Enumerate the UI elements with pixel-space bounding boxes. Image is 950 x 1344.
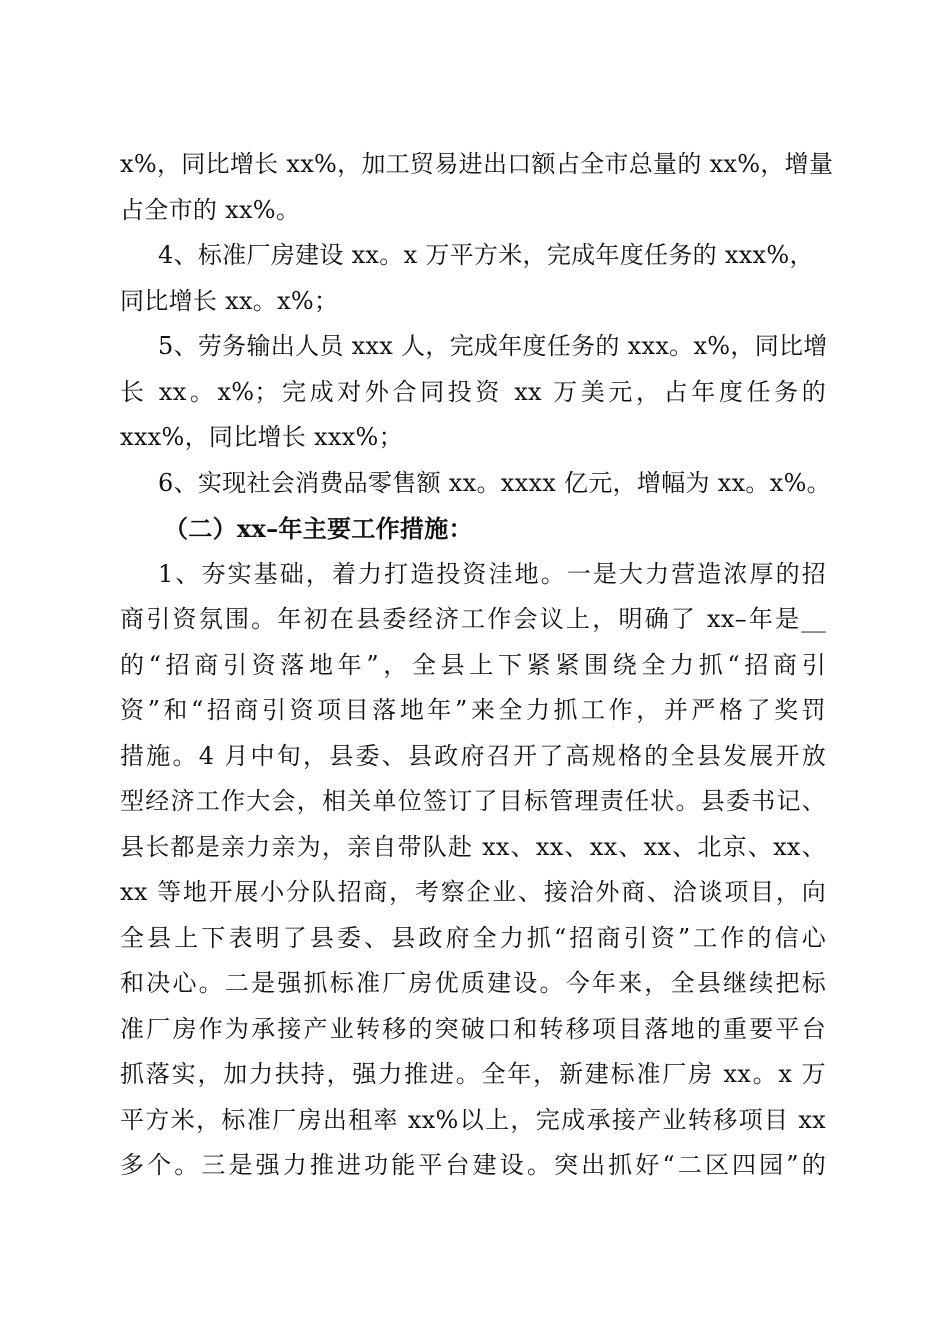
text-line: 资”和“招商引资项目落地年”来全力抓工作，并严格了奖罚 xyxy=(120,696,826,724)
text-line: 县长都是亲力亲为，亲自带队赴 xx、xx、xx、xx、北京、xx、 xyxy=(120,832,826,861)
text-line: 占全市的 xx%。 xyxy=(120,195,301,224)
text-line: 1、夯实基础，着力打造投资洼地。一是大力营造浓厚的招 xyxy=(158,559,826,588)
text-line: xxx%，同比增长 xxx%； xyxy=(120,423,403,451)
text-line: 措施。4 月中旬，县委、县政府召开了高规格的全县发展开放 xyxy=(120,741,826,770)
text-line: 多个。三是强力推进功能平台建设。突出抓好“二区四园”的 xyxy=(120,1151,826,1179)
text-line: 型经济工作大会，相关单位签订了目标管理责任状。县委书记、 xyxy=(120,787,826,815)
text-line: 4、标准厂房建设 xx。x 万平方米，完成年度任务的 xxx%， xyxy=(158,241,814,269)
section-heading: （二）xx–年主要工作措施： xyxy=(164,514,473,543)
text-line: xx 等地开展小分队招商，考察企业、接洽外商、洽谈项目，向 xyxy=(120,878,826,906)
text-line: 准厂房作为承接产业转移的突破口和转移项目落地的重要平台 xyxy=(120,1014,826,1043)
text-line: 抓落实，加力扶持，强力推进。全年，新建标准厂房 xx。x 万 xyxy=(120,1060,826,1088)
text-line: 6、实现社会消费品零售额 xx。xxxx 亿元，增幅为 xx。x%。 xyxy=(158,468,831,497)
text-line: 平方米，标准厂房出租率 xx%以上，完成承接产业转移项目 xx xyxy=(120,1105,826,1134)
text-line: 5、劳务输出人员 xxx 人，完成年度任务的 xxx。x%，同比增 xyxy=(158,332,828,360)
document-page xyxy=(120,142,834,1189)
text-line: 长 xx。x%；完成对外合同投资 xx 万美元，占年度任务的 xyxy=(120,377,826,406)
text-line: 的“招商引资落地年”，全县上下紧紧围绕全力抓“招商引 xyxy=(120,650,826,679)
text-line: 同比增长 xx。x%； xyxy=(120,286,339,315)
text-line: x%，同比增长 xx%，加工贸易进出口额占全市总量的 xx%，增量 xyxy=(120,150,834,178)
text-line: 和决心。二是强抓标准厂房优质建设。今年来，全县继续把标 xyxy=(120,969,826,997)
text-line: 商引资氛围。年初在县委经济工作会议上，明确了 xx–年是__ xyxy=(120,605,826,633)
text-line: 全县上下表明了县委、县政府全力抓“招商引资”工作的信心 xyxy=(120,923,826,952)
